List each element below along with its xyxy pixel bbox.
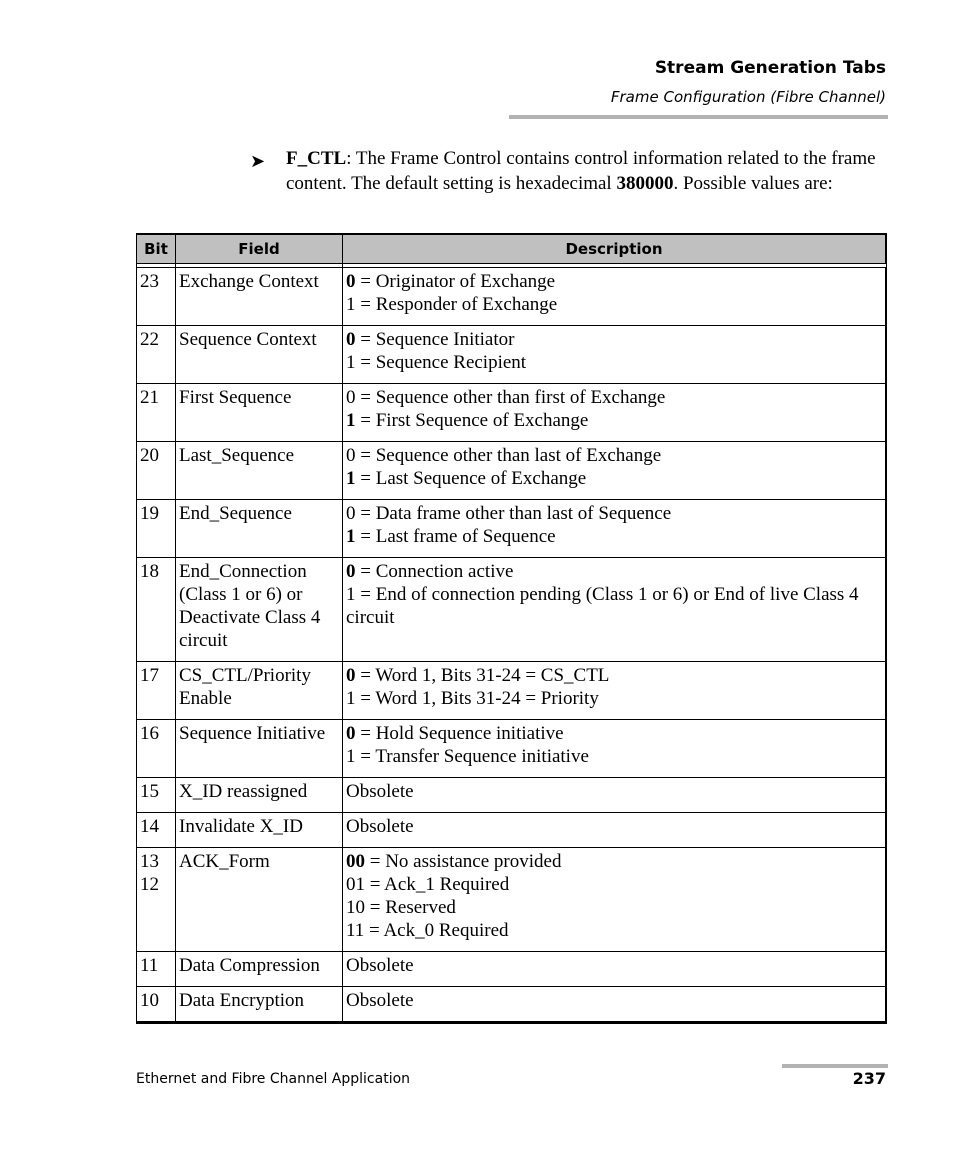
field-cell [176, 442, 343, 500]
description-line [346, 780, 883, 803]
description-line [346, 815, 883, 838]
term-fctl: F_CTL [286, 148, 347, 169]
value-meaning: = Word 1, Bits 31-24 = CS_CTL [355, 665, 610, 686]
field-cell [176, 268, 343, 326]
table-row [137, 326, 887, 384]
value-meaning: = Sequence Initiator [355, 329, 515, 350]
table-body [137, 264, 887, 1023]
table-header-row [137, 234, 887, 264]
description-line [346, 293, 883, 316]
field-name: Invalidate X_ID [179, 816, 303, 837]
description-line [346, 270, 883, 293]
description-line [346, 687, 883, 710]
description-cell [343, 442, 887, 500]
value-meaning: = Originator of Exchange [355, 271, 556, 292]
bit-cell [137, 778, 176, 813]
bit-number: 12 [140, 874, 159, 895]
field-cell [176, 384, 343, 442]
field-name: Sequence Initiative [179, 723, 326, 744]
field-name: ACK_Form [179, 851, 270, 872]
field-cell [176, 813, 343, 848]
bit-cell [137, 384, 176, 442]
field-cell [176, 558, 343, 662]
description-cell [343, 720, 887, 778]
fctl-bits-table [136, 233, 887, 1024]
value-meaning: = No assistance provided [365, 851, 562, 872]
bit-number: 14 [140, 816, 159, 837]
bullet-text-part-1: : The Frame Control contains control information related to the frame content. The default setting is hexadecimal [286, 148, 876, 194]
description-cell [343, 848, 887, 952]
description-line [346, 896, 883, 919]
bit-number: 11 [140, 955, 159, 976]
description-line [346, 664, 883, 687]
table-row [137, 952, 887, 987]
table-row [137, 987, 887, 1023]
footer-doc-title: Ethernet and Fibre Channel Application [136, 1071, 411, 1087]
bit-cell [137, 987, 176, 1023]
page-number: 237 [852, 1069, 886, 1088]
description-line [346, 919, 883, 942]
bit-number: 13 [140, 851, 159, 872]
value-meaning: 0 = Sequence other than first of Exchange [346, 387, 666, 408]
bit-number: 20 [140, 445, 159, 466]
value-meaning: = Connection active [355, 561, 514, 582]
field-cell [176, 952, 343, 987]
description-line [346, 525, 883, 548]
table-row [137, 778, 887, 813]
description-line [346, 560, 883, 583]
default-value: 380000 [616, 173, 674, 194]
description-line [346, 444, 883, 467]
description-cell [343, 987, 887, 1023]
field-name: Data Compression [179, 955, 320, 976]
value-meaning: 1 = Transfer Sequence initiative [346, 746, 589, 767]
field-cell [176, 720, 343, 778]
description-line [346, 502, 883, 525]
field-name: End_Sequence [179, 503, 292, 524]
description-line [346, 850, 883, 873]
field-cell [176, 500, 343, 558]
header-bit: Bit [137, 234, 176, 264]
field-name: Sequence Context [179, 329, 317, 350]
description-cell [343, 326, 887, 384]
value-code: 0 [346, 561, 356, 582]
value-code: 0 [346, 665, 356, 686]
bit-cell [137, 500, 176, 558]
value-meaning: = Hold Sequence initiative [355, 723, 564, 744]
description-line [346, 722, 883, 745]
bit-cell [137, 558, 176, 662]
bit-cell [137, 442, 176, 500]
table-row [137, 558, 887, 662]
description-cell [343, 500, 887, 558]
bullet-text [286, 146, 880, 196]
field-name: End_Connection [179, 561, 307, 582]
description-line [346, 745, 883, 768]
bullet-text-part-2: . Possible values are: [673, 173, 833, 194]
bit-cell [137, 813, 176, 848]
field-cell [176, 662, 343, 720]
field-name: (Class 1 or 6) or [179, 584, 303, 605]
field-cell [176, 987, 343, 1023]
value-code: 0 [346, 723, 356, 744]
value-meaning: 1 = Word 1, Bits 31-24 = Priority [346, 688, 599, 709]
value-meaning: Obsolete [346, 955, 414, 976]
table-row [137, 384, 887, 442]
value-code: 1 [346, 410, 356, 431]
description-line [346, 467, 883, 490]
field-cell [176, 848, 343, 952]
description-line [346, 351, 883, 374]
description-cell [343, 662, 887, 720]
bit-number: 22 [140, 329, 159, 350]
header-rule [509, 115, 888, 119]
value-meaning: 1 = Sequence Recipient [346, 352, 527, 373]
table-row [137, 662, 887, 720]
bit-cell [137, 326, 176, 384]
section-title: Stream Generation Tabs [654, 58, 886, 78]
field-name: Deactivate Class 4 [179, 607, 321, 628]
bit-number: 19 [140, 503, 159, 524]
value-meaning: 10 = Reserved [346, 897, 456, 918]
description-cell [343, 384, 887, 442]
bit-number: 18 [140, 561, 159, 582]
bit-cell [137, 268, 176, 326]
field-name: Last_Sequence [179, 445, 295, 466]
description-cell [343, 268, 887, 326]
value-meaning: 1 = End of connection pending (Class 1 or 6) or End of live Class 4 circuit [346, 584, 859, 628]
table-row [137, 442, 887, 500]
value-meaning: Obsolete [346, 990, 414, 1011]
bit-number: 10 [140, 990, 159, 1011]
field-name: Exchange Context [179, 271, 319, 292]
section-subtitle: Frame Configuration (Fibre Channel) [610, 88, 886, 106]
value-meaning: Obsolete [346, 781, 414, 802]
bit-cell [137, 720, 176, 778]
value-code: 0 [346, 271, 356, 292]
description-line [346, 409, 883, 432]
table-row [137, 500, 887, 558]
value-code: 0 [346, 329, 356, 350]
bit-number: 21 [140, 387, 159, 408]
field-name: Data Encryption [179, 990, 305, 1011]
field-name: First Sequence [179, 387, 292, 408]
field-name: circuit [179, 630, 228, 651]
bit-number: 17 [140, 665, 159, 686]
bit-number: 15 [140, 781, 159, 802]
description-line [346, 583, 883, 629]
footer-rule [782, 1064, 888, 1068]
fctl-bullet-paragraph [250, 146, 880, 196]
field-cell [176, 778, 343, 813]
description-cell [343, 778, 887, 813]
bit-number: 16 [140, 723, 159, 744]
header-field: Field [176, 234, 343, 264]
description-line [346, 873, 883, 896]
bit-number: 23 [140, 271, 159, 292]
value-meaning: Obsolete [346, 816, 414, 837]
field-cell [176, 326, 343, 384]
description-line [346, 954, 883, 977]
bit-cell [137, 952, 176, 987]
description-line [346, 989, 883, 1012]
description-line [346, 328, 883, 351]
value-meaning: = Last Sequence of Exchange [355, 468, 587, 489]
value-meaning: = First Sequence of Exchange [355, 410, 589, 431]
value-code: 1 [346, 526, 356, 547]
table-row [137, 268, 887, 326]
table-row [137, 720, 887, 778]
arrow-bullet-icon: ➤ [250, 151, 266, 172]
description-cell [343, 952, 887, 987]
bit-cell [137, 662, 176, 720]
table-row [137, 813, 887, 848]
bit-cell [137, 848, 176, 952]
table-row [137, 848, 887, 952]
value-meaning: 1 = Responder of Exchange [346, 294, 558, 315]
value-code: 1 [346, 468, 356, 489]
field-name: Enable [179, 688, 232, 709]
header-description: Description [343, 234, 887, 264]
value-code: 00 [346, 851, 365, 872]
description-cell [343, 813, 887, 848]
field-name: CS_CTL/Priority [179, 665, 311, 686]
value-meaning: = Last frame of Sequence [355, 526, 556, 547]
value-meaning: 0 = Data frame other than last of Sequence [346, 503, 672, 524]
description-line [346, 386, 883, 409]
field-name: X_ID reassigned [179, 781, 308, 802]
value-meaning: 0 = Sequence other than last of Exchange [346, 445, 662, 466]
value-meaning: 01 = Ack_1 Required [346, 874, 510, 895]
description-cell [343, 558, 887, 662]
value-meaning: 11 = Ack_0 Required [346, 920, 509, 941]
